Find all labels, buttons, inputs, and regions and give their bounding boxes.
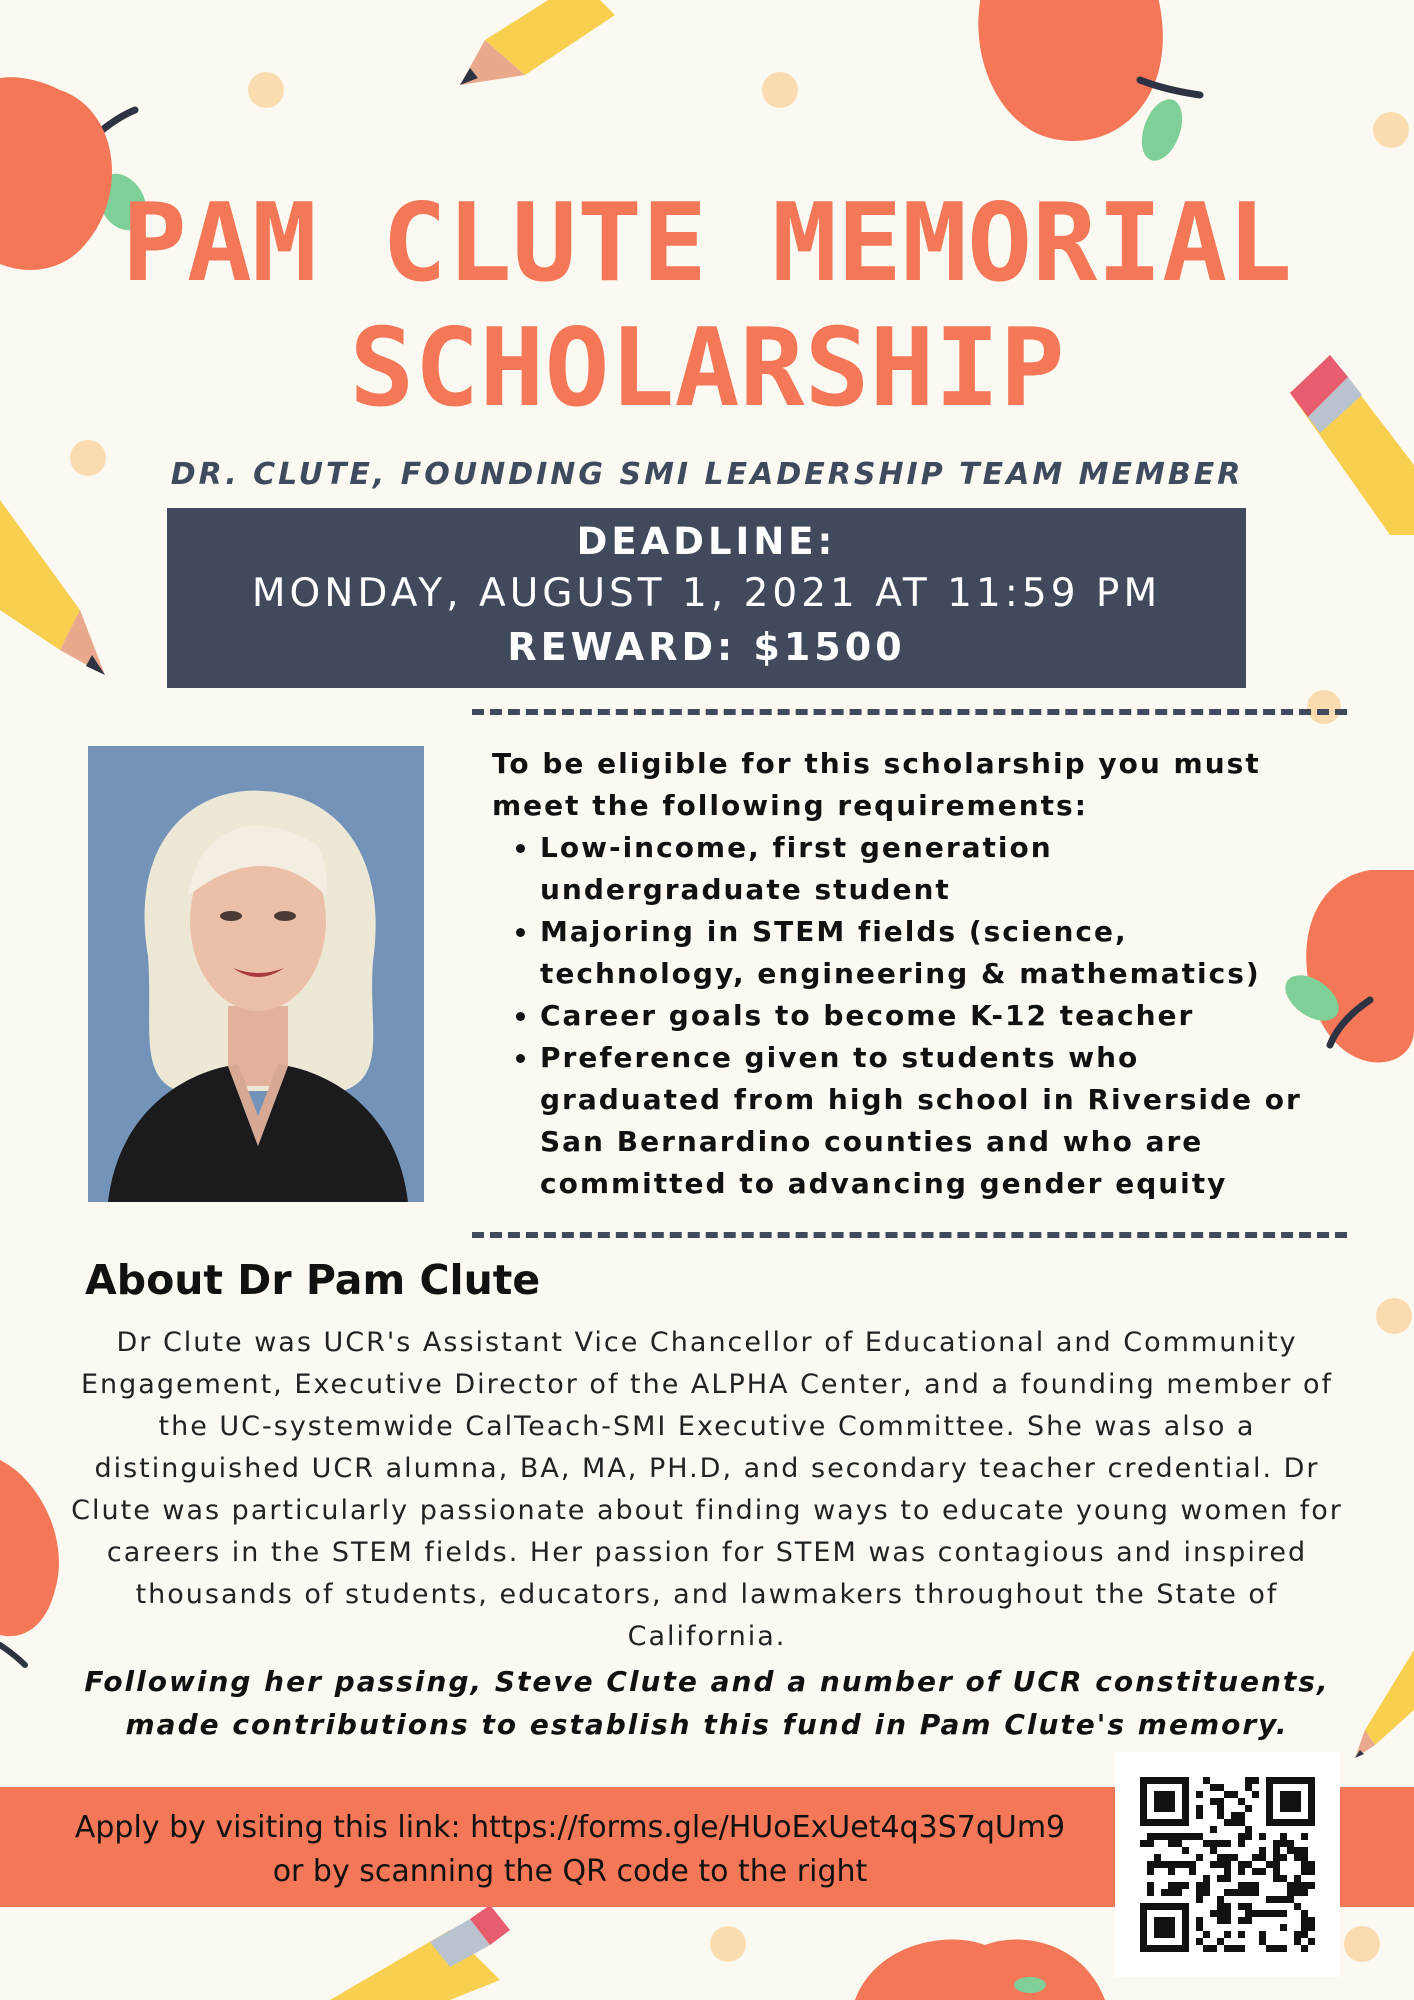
- divider-top: [472, 709, 1347, 715]
- requirements-intro: To be eligible for this scholarship you must meet the following requirements:: [492, 747, 1261, 822]
- about-body: Dr Clute was UCR's Assistant Vice Chancellor of Educational and Community Engagement, Executive Director of the ALPHA Center, and a founding member of the UC-systemwide CalTeach-SMI Executive Committee. She was also a distinguished UCR alumna, BA, MA, PH.D, and secondary teacher credential. Dr Clute was particularly passionate about finding ways to educate young women for careers in the STEM fields. Her passion for STEM was contagious and inspired thousands of students, educators, and lawmakers throughout the State of California.: [71, 1327, 1343, 1652]
- pencil-icon: [330, 1905, 510, 2000]
- list-item: • Career goals to become K-12 teacher: [540, 995, 1322, 1037]
- page-title-line2: SCHOLARSHIP: [349, 306, 1065, 431]
- deadline-box: [167, 508, 1246, 688]
- deadline-label: DEADLINE:: [576, 520, 837, 563]
- apple-icon: [970, 0, 1210, 170]
- reward-value: : $1500: [717, 625, 906, 669]
- apply-text: [40, 1806, 1100, 1894]
- portrait-photo: [88, 746, 424, 1202]
- apply-link[interactable]: Apply by visiting this link: https://forms.gle/HUoExUet4q3S7qUm9: [74, 1810, 1066, 1845]
- pencil-icon: [440, 0, 620, 95]
- pencil-icon: [1355, 1650, 1414, 1760]
- dot-icon: [1373, 112, 1409, 148]
- apple-icon: [0, 1460, 70, 1670]
- apply-qr-note: or by scanning the QR code to the right: [272, 1854, 868, 1889]
- dot-icon: [1376, 1298, 1412, 1334]
- qr-code-graphic: [1115, 1752, 1340, 1977]
- about-heading: About Dr Pam Clute: [85, 1256, 541, 1304]
- requirements-list: [492, 827, 1322, 1205]
- requirements: [492, 743, 1322, 1205]
- portrait-illustration: [88, 746, 424, 1202]
- list-item: • Preference given to students who graduated from high school in Riverside or San Bernardino counties and who are committed to advancing gender equity: [540, 1037, 1322, 1205]
- about-emphasis: Following her passing, Steve Clute and a number of UCR constituents, made contributions to establish this fund in Pam Clute's memory.: [84, 1665, 1330, 1741]
- reward-line: [167, 625, 1246, 669]
- page-title-line1: PAM CLUTE MEMORIAL: [121, 181, 1293, 306]
- dot-icon: [1307, 690, 1341, 724]
- list-item: • Low-income, first generation undergraduate student: [540, 827, 1322, 911]
- pencil-icon: [0, 500, 110, 680]
- dot-icon: [710, 1926, 746, 1962]
- deadline-date: MONDAY, AUGUST 1, 2021 AT 11:59 PM: [251, 571, 1162, 616]
- dot-icon: [1344, 1926, 1380, 1962]
- divider-bottom: [472, 1232, 1347, 1238]
- list-item: • Majoring in STEM fields (science, technology, engineering & mathematics): [540, 911, 1322, 995]
- apple-icon: [855, 1925, 1105, 2000]
- subtitle: DR. CLUTE, FOUNDING SMI LEADERSHIP TEAM MEMBER: [170, 457, 1244, 492]
- qr-code-icon[interactable]: [1115, 1752, 1340, 1977]
- dot-icon: [248, 72, 284, 108]
- reward-label: REWARD: [507, 625, 717, 669]
- dot-icon: [762, 72, 798, 108]
